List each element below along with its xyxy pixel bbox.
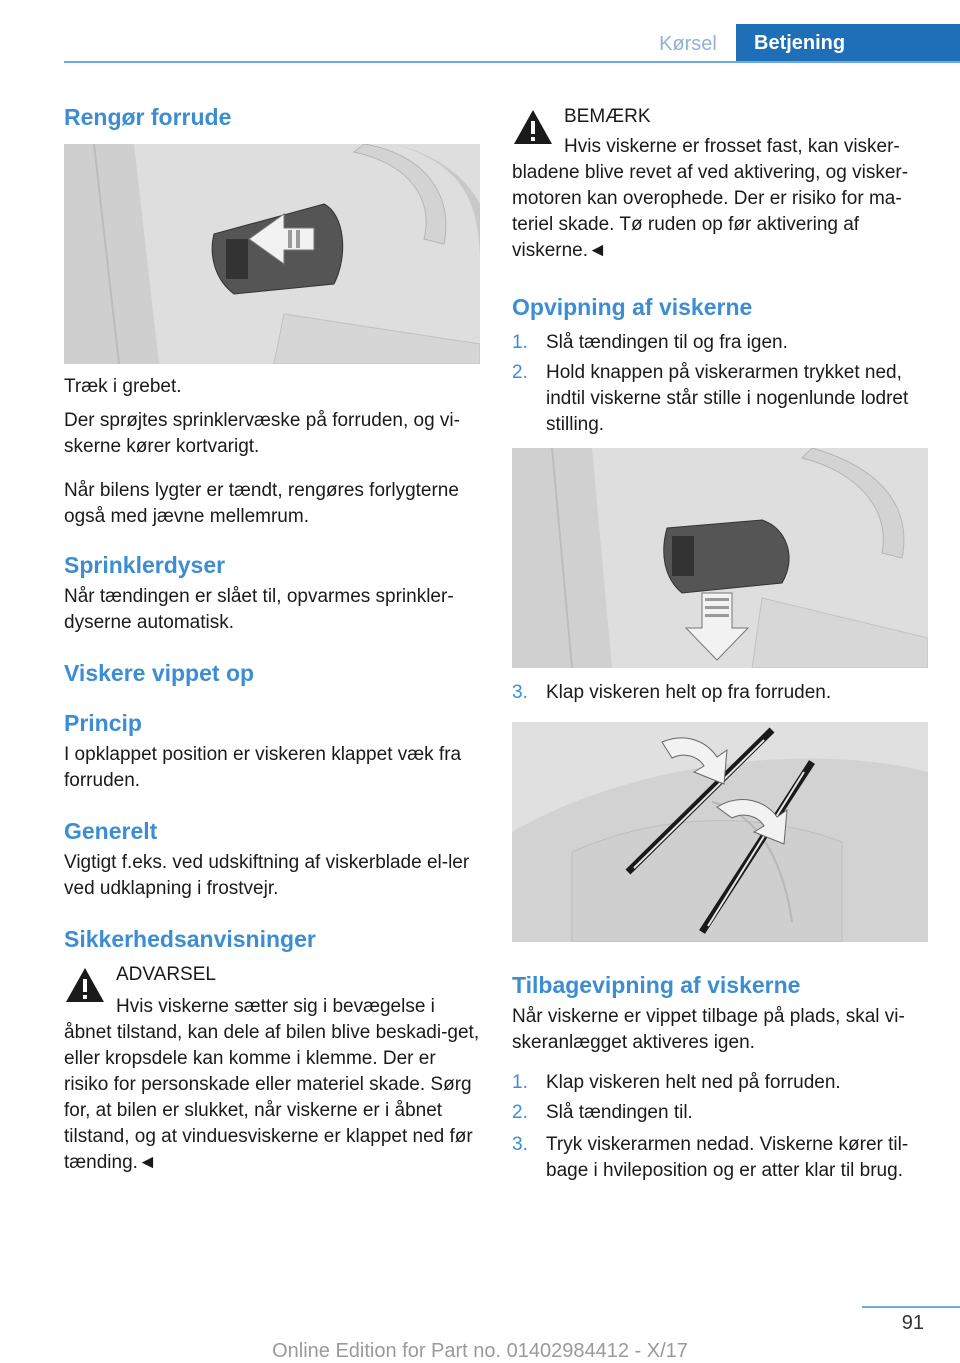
warning-title: ADVARSEL [116, 964, 216, 985]
text-nozzles: Når tændingen er slået til, opvarmes sprinkler-dyserne automatisk. [64, 586, 454, 633]
text-spray: Der sprøjtes sprinklervæske på forruden, og vi-skerne kører kortvarigt. [64, 410, 460, 457]
footer-edition: Online Edition for Part no. 01402984412 - X/17 [272, 1340, 688, 1362]
warning-icon [64, 966, 106, 1004]
step-number: 2. [512, 1102, 528, 1123]
step-text: Slå tændingen til. [546, 1102, 693, 1123]
step-number: 2. [512, 362, 528, 383]
page-number: 91 [901, 1312, 924, 1334]
tab-korsel[interactable]: Kørsel [659, 33, 717, 55]
step-number: 3. [512, 1134, 528, 1155]
heading-clean-windshield: Rengør forrude [64, 104, 232, 130]
figure-wiper-stalk-pull [64, 144, 480, 364]
heading-nozzles: Sprinklerdyser [64, 552, 226, 578]
heading-fold-up: Opvipning af viskerne [512, 294, 753, 320]
note-text: bladene blive revet af ved aktivering, og visker-motoren kan overophede. Der er risiko for ma-teriel skade. Tø ruden op før aktivering af viskerne.◄ [512, 162, 909, 261]
figure-wiper-fold-up [512, 722, 928, 942]
text-pull-lever: Træk i grebet. [64, 376, 182, 397]
step-text: Slå tændingen til og fra igen. [546, 332, 788, 353]
text-general: Vigtigt f.eks. ved udskiftning af viskerblade el-ler ved udklapning i frostvejr. [64, 852, 470, 899]
heading-general: Generelt [64, 818, 158, 844]
figure-wiper-button-press [512, 448, 928, 668]
step-number: 1. [512, 332, 528, 353]
step-text: Klap viskeren helt ned på forruden. [546, 1072, 841, 1093]
note-title: BEMÆRK [564, 106, 651, 127]
heading-principle: Princip [64, 710, 142, 736]
heading-safety: Sikkerhedsanvisninger [64, 926, 316, 952]
step-text: Tryk viskerarmen nedad. Viskerne kører til-bage i hvileposition og er atter klar til brug. [546, 1134, 909, 1181]
text-fold-back: Når viskerne er vippet tilbage på plads, skal vi-skeranlægget aktiveres igen. [512, 1006, 905, 1053]
step-number: 1. [512, 1072, 528, 1093]
header-rule [64, 61, 960, 63]
warning-text: åbnet tilstand, kan dele af bilen blive beskadi-get, eller kropsdele kan komme i klemme. Der er risiko for personskade eller materiel skade. Sørg for, at bilen er slukket, når viskerne er i åbnet tilstand, og at vinduesviskerne er klappet ned før tænding.◄ [64, 1022, 480, 1173]
page-number-rule [862, 1306, 960, 1308]
heading-wipers-up: Viskere vippet op [64, 660, 255, 686]
text-principle: I opklappet position er viskeren klappet væk fra forruden. [64, 744, 462, 791]
heading-fold-back: Tilbagevipning af viskerne [512, 972, 801, 998]
step-text: Hold knappen på viskerarmen trykket ned, indtil viskerne står stille i nogenlunde lodret stilling. [546, 362, 909, 435]
note-line1: Hvis viskerne er frosset fast, kan visker- [564, 136, 900, 157]
warning-line1: Hvis viskerne sætter sig i bevægelse i [116, 996, 435, 1017]
tab-betjening[interactable]: Betjening [736, 24, 960, 63]
step-number: 3. [512, 682, 528, 703]
text-headlights: Når bilens lygter er tændt, rengøres forlygterne også med jævne mellemrum. [64, 480, 459, 527]
step-text: Klap viskeren helt op fra forruden. [546, 682, 832, 703]
caution-icon [512, 108, 554, 146]
